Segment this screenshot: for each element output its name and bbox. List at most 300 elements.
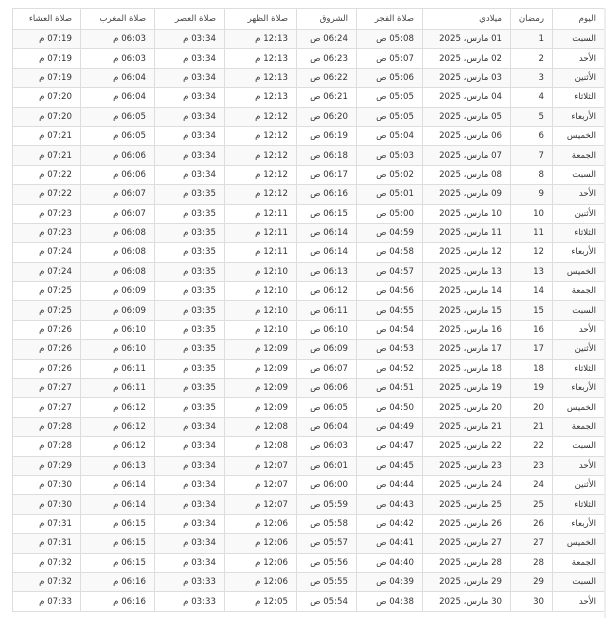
cell-isha-time: 07:19 م (13, 30, 81, 49)
cell-sunrise-time: 06:09 ص (297, 340, 357, 359)
cell-gregorian-date: 26 مارس، 2025 (423, 514, 511, 533)
cell-fajr-time: 04:40 ص (357, 553, 423, 572)
cell-gregorian-date: 17 مارس، 2025 (423, 340, 511, 359)
cell-maghrib-time: 06:08 م (81, 262, 155, 281)
cell-sunrise-time: 05:55 ص (297, 572, 357, 591)
cell-sunrise-time: 06:12 ص (297, 282, 357, 301)
cell-fajr-time: 04:49 ص (357, 417, 423, 436)
cell-asr-time: 03:35 م (155, 320, 225, 339)
cell-asr-time: 03:35 م (155, 301, 225, 320)
cell-sunrise-time: 06:10 ص (297, 320, 357, 339)
cell-day: السبت (553, 30, 605, 49)
cell-isha-time: 07:24 م (13, 243, 81, 262)
cell-maghrib-time: 06:04 م (81, 68, 155, 87)
cell-isha-time: 07:19 م (13, 49, 81, 68)
cell-ramadan-day: 2 (511, 49, 553, 68)
cell-asr-time: 03:34 م (155, 534, 225, 553)
cell-dhuhr-time: 12:07 م (225, 495, 297, 514)
table-row (13, 398, 605, 417)
cell-ramadan-day: 5 (511, 107, 553, 126)
table-row (13, 456, 605, 475)
cell-ramadan-day: 9 (511, 185, 553, 204)
cell-maghrib-time: 06:12 م (81, 437, 155, 456)
table-row (13, 301, 605, 320)
cell-isha-time: 07:30 م (13, 495, 81, 514)
cell-ramadan-day: 23 (511, 456, 553, 475)
cell-ramadan-day: 18 (511, 359, 553, 378)
cell-asr-time: 03:34 م (155, 146, 225, 165)
cell-fajr-time: 05:03 ص (357, 146, 423, 165)
table-row (13, 553, 605, 572)
cell-asr-time: 03:35 م (155, 398, 225, 417)
cell-sunrise-time: 06:11 ص (297, 301, 357, 320)
cell-day: الأربعاء (553, 243, 605, 262)
cell-isha-time: 07:26 م (13, 359, 81, 378)
cell-ramadan-day: 24 (511, 475, 553, 494)
cell-gregorian-date: 16 مارس، 2025 (423, 320, 511, 339)
cell-isha-time: 07:32 م (13, 572, 81, 591)
cell-ramadan-day: 16 (511, 320, 553, 339)
cell-isha-time: 07:31 م (13, 534, 81, 553)
cell-gregorian-date: 22 مارس، 2025 (423, 437, 511, 456)
cell-maghrib-time: 06:08 م (81, 223, 155, 242)
cell-ramadan-day: 25 (511, 495, 553, 514)
cell-sunrise-time: 06:00 ص (297, 475, 357, 494)
cell-fajr-time: 04:54 ص (357, 320, 423, 339)
cell-day: الخميس (553, 534, 605, 553)
cell-day: الأثنين (553, 68, 605, 87)
cell-fajr-time: 05:08 ص (357, 30, 423, 49)
cell-isha-time: 07:32 م (13, 553, 81, 572)
cell-gregorian-date: 21 مارس، 2025 (423, 417, 511, 436)
cell-sunrise-time: 06:14 ص (297, 243, 357, 262)
cell-dhuhr-time: 12:07 م (225, 475, 297, 494)
cell-maghrib-time: 06:04 م (81, 88, 155, 107)
cell-gregorian-date: 04 مارس، 2025 (423, 88, 511, 107)
cell-isha-time: 07:22 م (13, 185, 81, 204)
cell-day: الثلاثاء (553, 359, 605, 378)
cell-gregorian-date: 06 مارس، 2025 (423, 126, 511, 145)
cell-asr-time: 03:34 م (155, 30, 225, 49)
cell-isha-time: 07:22 م (13, 165, 81, 184)
cell-ramadan-day: 4 (511, 88, 553, 107)
cell-gregorian-date: 02 مارس، 2025 (423, 49, 511, 68)
cell-sunrise-time: 05:58 ص (297, 514, 357, 533)
cell-fajr-time: 04:38 ص (357, 592, 423, 611)
cell-dhuhr-time: 12:11 م (225, 223, 297, 242)
cell-dhuhr-time: 12:08 م (225, 417, 297, 436)
header-gregorian: ميلادي (423, 9, 511, 30)
cell-day: الجمعة (553, 553, 605, 572)
cell-isha-time: 07:33 م (13, 592, 81, 611)
cell-ramadan-day: 7 (511, 146, 553, 165)
cell-dhuhr-time: 12:11 م (225, 204, 297, 223)
cell-ramadan-day: 12 (511, 243, 553, 262)
cell-fajr-time: 04:58 ص (357, 243, 423, 262)
scrollbar-edge (604, 8, 606, 618)
cell-dhuhr-time: 12:05 م (225, 592, 297, 611)
cell-dhuhr-time: 12:08 م (225, 437, 297, 456)
cell-dhuhr-time: 12:12 م (225, 126, 297, 145)
cell-ramadan-day: 26 (511, 514, 553, 533)
cell-sunrise-time: 06:05 ص (297, 398, 357, 417)
cell-sunrise-time: 06:13 ص (297, 262, 357, 281)
cell-ramadan-day: 21 (511, 417, 553, 436)
cell-sunrise-time: 06:14 ص (297, 223, 357, 242)
cell-maghrib-time: 06:15 م (81, 514, 155, 533)
table-row (13, 534, 605, 553)
cell-fajr-time: 04:47 ص (357, 437, 423, 456)
cell-fajr-time: 04:52 ص (357, 359, 423, 378)
header-sunrise: الشروق (297, 9, 357, 30)
cell-gregorian-date: 30 مارس، 2025 (423, 592, 511, 611)
cell-asr-time: 03:34 م (155, 49, 225, 68)
cell-dhuhr-time: 12:06 م (225, 534, 297, 553)
cell-asr-time: 03:34 م (155, 88, 225, 107)
header-row (13, 9, 605, 30)
cell-dhuhr-time: 12:12 م (225, 107, 297, 126)
cell-maghrib-time: 06:06 م (81, 165, 155, 184)
table-row (13, 68, 605, 87)
cell-day: السبت (553, 437, 605, 456)
cell-asr-time: 03:34 م (155, 553, 225, 572)
cell-fajr-time: 04:59 ص (357, 223, 423, 242)
cell-asr-time: 03:35 م (155, 243, 225, 262)
cell-maghrib-time: 06:11 م (81, 359, 155, 378)
table-row (13, 146, 605, 165)
cell-maghrib-time: 06:09 م (81, 282, 155, 301)
cell-dhuhr-time: 12:09 م (225, 398, 297, 417)
cell-maghrib-time: 06:10 م (81, 340, 155, 359)
cell-fajr-time: 05:06 ص (357, 68, 423, 87)
cell-gregorian-date: 27 مارس، 2025 (423, 534, 511, 553)
cell-maghrib-time: 06:05 م (81, 107, 155, 126)
header-fajr: صلاة الفجر (357, 9, 423, 30)
cell-dhuhr-time: 12:09 م (225, 359, 297, 378)
cell-asr-time: 03:33 م (155, 572, 225, 591)
cell-ramadan-day: 19 (511, 379, 553, 398)
cell-ramadan-day: 14 (511, 282, 553, 301)
table-row (13, 320, 605, 339)
cell-fajr-time: 05:01 ص (357, 185, 423, 204)
table-row (13, 417, 605, 436)
cell-day: الأثنين (553, 340, 605, 359)
cell-asr-time: 03:34 م (155, 68, 225, 87)
cell-dhuhr-time: 12:13 م (225, 88, 297, 107)
table-row (13, 282, 605, 301)
cell-dhuhr-time: 12:10 م (225, 301, 297, 320)
cell-gregorian-date: 05 مارس، 2025 (423, 107, 511, 126)
cell-fajr-time: 04:45 ص (357, 456, 423, 475)
cell-day: الثلاثاء (553, 88, 605, 107)
cell-day: الأحد (553, 49, 605, 68)
cell-asr-time: 03:34 م (155, 165, 225, 184)
cell-dhuhr-time: 12:10 م (225, 262, 297, 281)
table-row (13, 126, 605, 145)
cell-day: السبت (553, 165, 605, 184)
cell-asr-time: 03:34 م (155, 126, 225, 145)
cell-isha-time: 07:28 م (13, 437, 81, 456)
cell-gregorian-date: 23 مارس، 2025 (423, 456, 511, 475)
cell-sunrise-time: 06:19 ص (297, 126, 357, 145)
cell-gregorian-date: 10 مارس، 2025 (423, 204, 511, 223)
cell-day: الخميس (553, 126, 605, 145)
cell-ramadan-day: 28 (511, 553, 553, 572)
cell-gregorian-date: 25 مارس، 2025 (423, 495, 511, 514)
cell-isha-time: 07:31 م (13, 514, 81, 533)
cell-sunrise-time: 06:04 ص (297, 417, 357, 436)
cell-fajr-time: 04:51 ص (357, 379, 423, 398)
cell-maghrib-time: 06:08 م (81, 243, 155, 262)
cell-ramadan-day: 17 (511, 340, 553, 359)
cell-day: السبت (553, 572, 605, 591)
cell-fajr-time: 05:02 ص (357, 165, 423, 184)
table-row (13, 165, 605, 184)
cell-day: الأحد (553, 456, 605, 475)
cell-maghrib-time: 06:10 م (81, 320, 155, 339)
cell-maghrib-time: 06:16 م (81, 592, 155, 611)
cell-asr-time: 03:35 م (155, 204, 225, 223)
header-maghrib: صلاة المغرب (81, 9, 155, 30)
cell-isha-time: 07:21 م (13, 146, 81, 165)
cell-dhuhr-time: 12:06 م (225, 572, 297, 591)
cell-gregorian-date: 08 مارس، 2025 (423, 165, 511, 184)
cell-fajr-time: 04:43 ص (357, 495, 423, 514)
cell-isha-time: 07:20 م (13, 88, 81, 107)
cell-maghrib-time: 06:15 م (81, 534, 155, 553)
cell-fajr-time: 05:07 ص (357, 49, 423, 68)
table-row (13, 243, 605, 262)
cell-gregorian-date: 03 مارس، 2025 (423, 68, 511, 87)
cell-sunrise-time: 06:24 ص (297, 30, 357, 49)
cell-day: الثلاثاء (553, 495, 605, 514)
cell-sunrise-time: 06:23 ص (297, 49, 357, 68)
cell-isha-time: 07:29 م (13, 456, 81, 475)
cell-sunrise-time: 05:54 ص (297, 592, 357, 611)
cell-fajr-time: 04:42 ص (357, 514, 423, 533)
table-row (13, 572, 605, 591)
cell-fajr-time: 05:05 ص (357, 107, 423, 126)
cell-asr-time: 03:34 م (155, 456, 225, 475)
cell-isha-time: 07:28 م (13, 417, 81, 436)
cell-dhuhr-time: 12:11 م (225, 243, 297, 262)
cell-dhuhr-time: 12:09 م (225, 379, 297, 398)
cell-gregorian-date: 18 مارس، 2025 (423, 359, 511, 378)
cell-asr-time: 03:35 م (155, 359, 225, 378)
cell-day: الأثنين (553, 475, 605, 494)
cell-maghrib-time: 06:11 م (81, 379, 155, 398)
table-row (13, 30, 605, 49)
cell-day: الجمعة (553, 417, 605, 436)
cell-sunrise-time: 06:03 ص (297, 437, 357, 456)
cell-day: الأربعاء (553, 379, 605, 398)
cell-gregorian-date: 09 مارس، 2025 (423, 185, 511, 204)
table-row (13, 204, 605, 223)
cell-sunrise-time: 06:20 ص (297, 107, 357, 126)
cell-isha-time: 07:23 م (13, 204, 81, 223)
cell-maghrib-time: 06:12 م (81, 417, 155, 436)
cell-day: الأحد (553, 185, 605, 204)
cell-fajr-time: 05:05 ص (357, 88, 423, 107)
cell-gregorian-date: 19 مارس، 2025 (423, 379, 511, 398)
header-asr: صلاة العصر (155, 9, 225, 30)
cell-asr-time: 03:34 م (155, 417, 225, 436)
cell-day: الثلاثاء (553, 223, 605, 242)
cell-ramadan-day: 22 (511, 437, 553, 456)
cell-gregorian-date: 15 مارس، 2025 (423, 301, 511, 320)
table-body (13, 30, 605, 612)
cell-ramadan-day: 13 (511, 262, 553, 281)
cell-ramadan-day: 1 (511, 30, 553, 49)
cell-ramadan-day: 3 (511, 68, 553, 87)
cell-dhuhr-time: 12:06 م (225, 514, 297, 533)
cell-maghrib-time: 06:06 م (81, 146, 155, 165)
table-row (13, 379, 605, 398)
cell-ramadan-day: 11 (511, 223, 553, 242)
cell-dhuhr-time: 12:09 م (225, 340, 297, 359)
cell-dhuhr-time: 12:10 م (225, 282, 297, 301)
cell-isha-time: 07:26 م (13, 340, 81, 359)
cell-sunrise-time: 06:17 ص (297, 165, 357, 184)
cell-day: السبت (553, 301, 605, 320)
cell-day: الخميس (553, 262, 605, 281)
cell-sunrise-time: 05:56 ص (297, 553, 357, 572)
cell-dhuhr-time: 12:12 م (225, 146, 297, 165)
cell-asr-time: 03:34 م (155, 107, 225, 126)
cell-ramadan-day: 8 (511, 165, 553, 184)
cell-maghrib-time: 06:13 م (81, 456, 155, 475)
header-isha: صلاة العشاء (13, 9, 81, 30)
cell-maghrib-time: 06:09 م (81, 301, 155, 320)
header-dhuhr: صلاة الظهر (225, 9, 297, 30)
cell-day: الأحد (553, 592, 605, 611)
cell-day: الخميس (553, 398, 605, 417)
cell-fajr-time: 04:39 ص (357, 572, 423, 591)
cell-fajr-time: 04:55 ص (357, 301, 423, 320)
cell-gregorian-date: 20 مارس، 2025 (423, 398, 511, 417)
cell-ramadan-day: 29 (511, 572, 553, 591)
cell-gregorian-date: 01 مارس، 2025 (423, 30, 511, 49)
cell-gregorian-date: 29 مارس، 2025 (423, 572, 511, 591)
table-row (13, 107, 605, 126)
cell-maghrib-time: 06:07 م (81, 185, 155, 204)
cell-gregorian-date: 13 مارس، 2025 (423, 262, 511, 281)
cell-ramadan-day: 10 (511, 204, 553, 223)
cell-ramadan-day: 15 (511, 301, 553, 320)
cell-fajr-time: 04:53 ص (357, 340, 423, 359)
cell-gregorian-date: 07 مارس، 2025 (423, 146, 511, 165)
cell-dhuhr-time: 12:13 م (225, 30, 297, 49)
cell-fajr-time: 05:00 ص (357, 204, 423, 223)
table-row (13, 340, 605, 359)
cell-sunrise-time: 06:18 ص (297, 146, 357, 165)
cell-maghrib-time: 06:14 م (81, 495, 155, 514)
cell-isha-time: 07:20 م (13, 107, 81, 126)
cell-isha-time: 07:27 م (13, 398, 81, 417)
table-row (13, 49, 605, 68)
cell-dhuhr-time: 12:13 م (225, 49, 297, 68)
table-row (13, 223, 605, 242)
table-row (13, 88, 605, 107)
cell-dhuhr-time: 12:10 م (225, 320, 297, 339)
cell-sunrise-time: 06:01 ص (297, 456, 357, 475)
cell-fajr-time: 04:44 ص (357, 475, 423, 494)
cell-asr-time: 03:35 م (155, 223, 225, 242)
table-row (13, 359, 605, 378)
cell-sunrise-time: 05:59 ص (297, 495, 357, 514)
header-day: اليوم (553, 9, 605, 30)
table-row (13, 185, 605, 204)
cell-day: الجمعة (553, 146, 605, 165)
cell-asr-time: 03:33 م (155, 592, 225, 611)
cell-asr-time: 03:34 م (155, 437, 225, 456)
table-row (13, 514, 605, 533)
cell-gregorian-date: 12 مارس، 2025 (423, 243, 511, 262)
cell-fajr-time: 04:56 ص (357, 282, 423, 301)
cell-maghrib-time: 06:03 م (81, 30, 155, 49)
cell-gregorian-date: 24 مارس، 2025 (423, 475, 511, 494)
table-row (13, 262, 605, 281)
cell-isha-time: 07:25 م (13, 301, 81, 320)
cell-isha-time: 07:25 م (13, 282, 81, 301)
cell-asr-time: 03:35 م (155, 340, 225, 359)
header-ramadan: رمضان (511, 9, 553, 30)
cell-day: الأحد (553, 320, 605, 339)
table-row (13, 475, 605, 494)
cell-isha-time: 07:19 م (13, 68, 81, 87)
table-row (13, 437, 605, 456)
cell-asr-time: 03:34 م (155, 475, 225, 494)
cell-dhuhr-time: 12:12 م (225, 165, 297, 184)
cell-gregorian-date: 14 مارس، 2025 (423, 282, 511, 301)
cell-asr-time: 03:35 م (155, 282, 225, 301)
cell-day: الأثنين (553, 204, 605, 223)
cell-maghrib-time: 06:12 م (81, 398, 155, 417)
cell-fajr-time: 04:41 ص (357, 534, 423, 553)
cell-isha-time: 07:27 م (13, 379, 81, 398)
cell-dhuhr-time: 12:12 م (225, 185, 297, 204)
cell-gregorian-date: 28 مارس، 2025 (423, 553, 511, 572)
cell-sunrise-time: 06:16 ص (297, 185, 357, 204)
cell-asr-time: 03:35 م (155, 379, 225, 398)
cell-ramadan-day: 6 (511, 126, 553, 145)
cell-ramadan-day: 20 (511, 398, 553, 417)
cell-ramadan-day: 27 (511, 534, 553, 553)
cell-day: الجمعة (553, 282, 605, 301)
cell-isha-time: 07:24 م (13, 262, 81, 281)
table-header (13, 9, 605, 30)
cell-isha-time: 07:30 م (13, 475, 81, 494)
cell-fajr-time: 04:57 ص (357, 262, 423, 281)
cell-asr-time: 03:34 م (155, 495, 225, 514)
cell-isha-time: 07:23 م (13, 223, 81, 242)
cell-maghrib-time: 06:03 م (81, 49, 155, 68)
cell-dhuhr-time: 12:13 م (225, 68, 297, 87)
prayer-times-table (12, 8, 605, 612)
cell-asr-time: 03:34 م (155, 514, 225, 533)
cell-maghrib-time: 06:16 م (81, 572, 155, 591)
table-row (13, 592, 605, 611)
cell-sunrise-time: 05:57 ص (297, 534, 357, 553)
cell-sunrise-time: 06:06 ص (297, 379, 357, 398)
cell-gregorian-date: 11 مارس، 2025 (423, 223, 511, 242)
cell-asr-time: 03:35 م (155, 185, 225, 204)
cell-isha-time: 07:26 م (13, 320, 81, 339)
cell-fajr-time: 04:50 ص (357, 398, 423, 417)
cell-maghrib-time: 06:14 م (81, 475, 155, 494)
cell-sunrise-time: 06:15 ص (297, 204, 357, 223)
cell-maghrib-time: 06:15 م (81, 553, 155, 572)
